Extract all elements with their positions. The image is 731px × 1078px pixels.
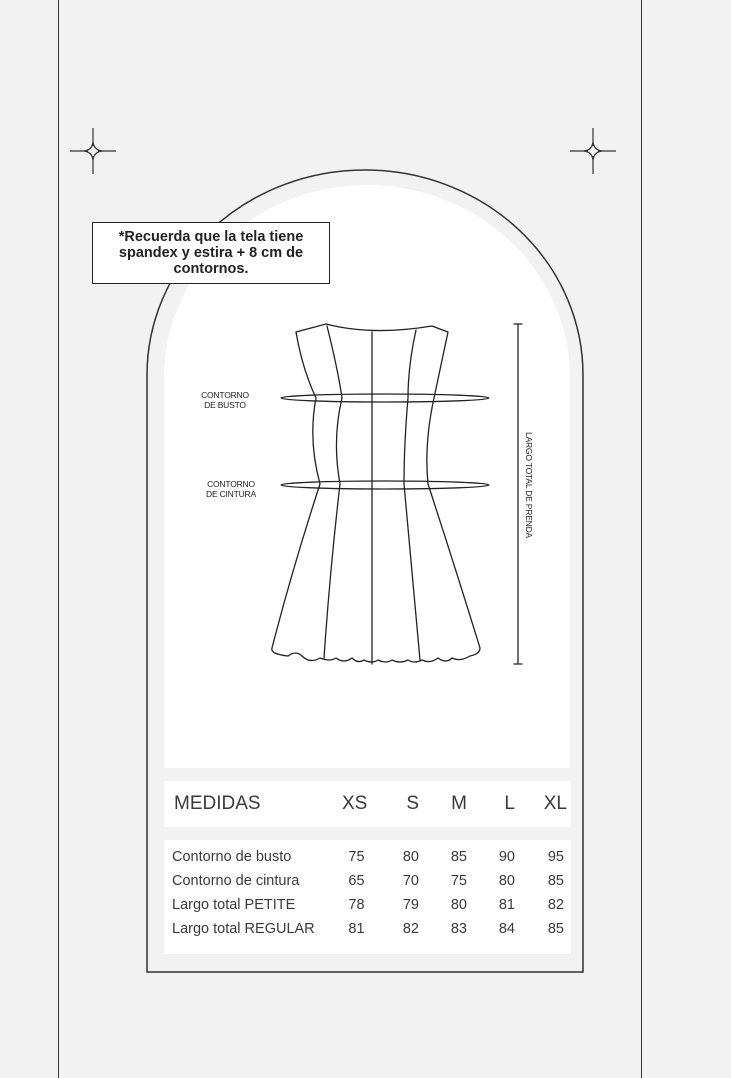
cell-value: 84 xyxy=(498,921,515,937)
length-measure-line xyxy=(514,324,522,664)
table-row xyxy=(164,845,571,869)
cell-value: 79 xyxy=(402,897,419,913)
cell-value: 85 xyxy=(450,849,467,865)
length-label: LARGO TOTAL DE PRENDA xyxy=(524,431,534,539)
cell-value: 81 xyxy=(498,897,515,913)
cell-value: 85 xyxy=(547,921,564,937)
cell-value: 82 xyxy=(547,897,564,913)
cell-value: 80 xyxy=(402,849,419,865)
row-label: Contorno de cintura xyxy=(172,873,300,889)
cell-value: 83 xyxy=(450,921,467,937)
cell-value: 82 xyxy=(402,921,419,937)
dress-hem xyxy=(288,653,470,662)
cell-value: 65 xyxy=(348,873,365,889)
cell-value: 80 xyxy=(450,897,467,913)
table-row xyxy=(164,869,571,893)
size-xs: XS xyxy=(342,793,368,814)
bust-label-line-2: DE BUSTO xyxy=(204,400,246,410)
dress-seam-3 xyxy=(404,330,420,660)
cell-value: 75 xyxy=(450,873,467,889)
table-row xyxy=(164,893,571,917)
row-label: Largo total PETITE xyxy=(172,897,296,913)
size-xl: XL xyxy=(543,793,567,814)
table-row xyxy=(164,917,571,941)
cell-value: 90 xyxy=(498,849,515,865)
cell-value: 70 xyxy=(402,873,419,889)
waist-label-line-2: DE CINTURA xyxy=(206,489,256,499)
dress-shoulder-left xyxy=(296,324,326,332)
dress-shoulder-right xyxy=(432,326,448,332)
dress-seam-1 xyxy=(324,326,342,658)
size-m: M xyxy=(451,793,467,814)
cell-value: 95 xyxy=(547,849,564,865)
note-line-3: contornos. xyxy=(173,261,249,277)
waist-label xyxy=(196,479,266,499)
note-line-1: *Recuerda que la tela tiene xyxy=(118,229,304,245)
dress-side-left xyxy=(272,332,320,656)
cell-value: 81 xyxy=(348,921,365,937)
row-label: Contorno de busto xyxy=(172,849,292,865)
size-table-body xyxy=(164,840,571,954)
measures-heading: MEDIDAS xyxy=(174,793,261,814)
cell-value: 80 xyxy=(498,873,515,889)
waist-label-line-1: CONTORNO xyxy=(207,479,255,489)
note-line-2: spandex y estira + 8 cm de xyxy=(118,245,304,261)
cell-value: 75 xyxy=(348,849,365,865)
waist-measure-line xyxy=(281,481,489,489)
cell-value: 78 xyxy=(348,897,365,913)
size-s: S xyxy=(406,793,419,814)
row-label: Largo total REGULAR xyxy=(172,921,315,937)
bust-label xyxy=(192,390,258,410)
bust-label-line-1: CONTORNO xyxy=(201,390,249,400)
size-table-header xyxy=(164,781,571,827)
cell-value: 85 xyxy=(547,873,564,889)
dress-side-right xyxy=(427,332,480,656)
size-l: L xyxy=(504,793,515,814)
bust-measure-line xyxy=(281,394,489,402)
